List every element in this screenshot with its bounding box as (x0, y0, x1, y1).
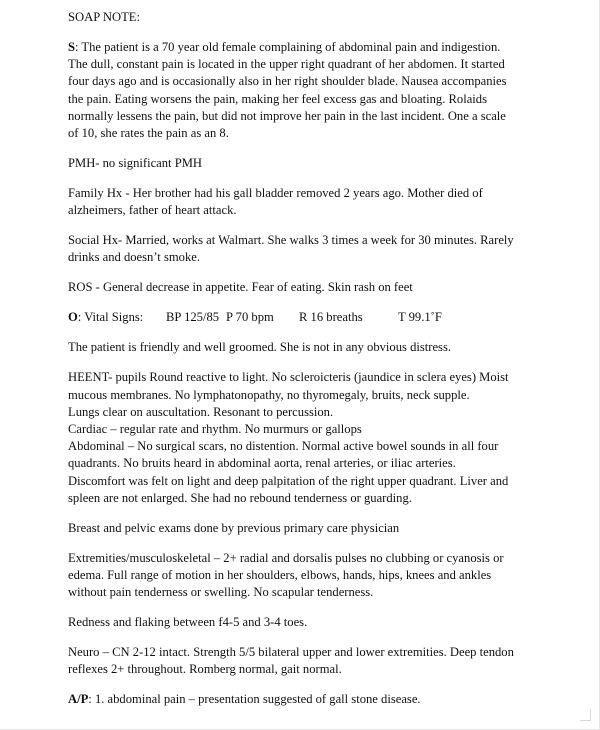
exam-line: quadrants. No bruits heard in abdominal aorta, renal arteries, or iliac arteries. (68, 456, 456, 471)
subjective-line: of 10, she rates the pain as an 8. (68, 126, 229, 141)
breast-pelvic-section: Breast and pelvic exams done by previous primary care physician (68, 520, 400, 535)
temperature-value: T 99.1˚F (398, 310, 442, 325)
subjective-line: normally lessens the pain, but did not improve her pain in the last incident. One a scale (68, 108, 506, 123)
objective-vitals (68, 309, 588, 326)
general-appearance: The patient is friendly and well groomed. She is not in any obvious distress. (68, 340, 452, 355)
subjective-section (68, 39, 588, 142)
subjective-line: The dull, constant pain is located in the upper right quadrant of her abdomen. It started (68, 57, 505, 72)
physical-exam-section (68, 369, 588, 507)
blood-pressure-value: BP 125/85 (166, 310, 220, 325)
family-history-line: alzheimers, father of heart attack. (68, 203, 237, 218)
neuro-line: Neuro – CN 2-12 intact. Strength 5/5 bilateral upper and lower extremities. Deep tendon (68, 645, 514, 660)
family-history-section (68, 185, 588, 219)
assessment-plan-label: A/P (68, 692, 89, 707)
social-history-section (68, 232, 588, 266)
social-history-line: drinks and doesn’t smoke. (68, 250, 200, 265)
assessment-plan-text: : 1. abdominal pain – presentation suggested of gall stone disease. (88, 692, 421, 707)
page-corner-mark (580, 710, 591, 721)
pmh-section: PMH- no significant PMH (68, 156, 202, 171)
subjective-label: S (68, 40, 76, 54)
respiration-value: R 16 breaths (299, 310, 363, 325)
exam-line: Abdominal – No surgical scars, no distention. Normal active bowel sounds in all four (68, 439, 499, 454)
family-history-line: Family Hx - Her brother had his gall bladder removed 2 years ago. Mother died of (68, 186, 483, 201)
social-history-line: Social Hx- Married, works at Walmart. She walks 3 times a week for 30 minutes. Rarely (68, 233, 514, 248)
document-title: SOAP NOTE: (68, 10, 140, 24)
neuro-line: reflexes 2+ throughout. Romberg normal, gait normal. (68, 662, 342, 677)
objective-label: O (68, 310, 78, 325)
pulse-value: P 70 bpm (226, 310, 274, 325)
neuro-section (68, 644, 588, 678)
exam-line: Lungs clear on auscultation. Resonant to percussion. (68, 404, 334, 419)
assessment-plan-section (68, 691, 588, 708)
extremities-line: edema. Full range of motion in her shoulders, elbows, hands, hips, knees and ankles (68, 568, 492, 583)
exam-line: mucous membranes. No lymphatonopathy, no thyromegaly, bruits, neck supple. (68, 387, 470, 402)
ros-section: ROS - General decrease in appetite. Fear of eating. Skin rash on feet (68, 280, 413, 295)
exam-line: spleen are not enlarged. She had no rebound tenderness or guarding. (68, 490, 412, 505)
extremities-line: without pain tenderness or swelling. No scapular tenderness. (68, 585, 374, 600)
subjective-line: S: The patient is a 70 year old female complaining of abdominal pain and indigestion. (68, 40, 501, 54)
extremities-section (68, 550, 588, 602)
exam-line: HEENT- pupils Round reactive to light. No scleroicteris (jaundice in sclera eyes) Moist (68, 370, 509, 385)
redness-section: Redness and flaking between f4-5 and 3-4 toes. (68, 615, 308, 630)
soap-note-body (68, 9, 588, 709)
exam-line: Cardiac – regular rate and rhythm. No murmurs or gallops (68, 422, 362, 437)
subjective-line: the pain. Eating worsens the pain, making her feel excess gas and bloating. Rolaids (68, 91, 487, 106)
exam-line: Discomfort was felt on light and deep palpitation of the right upper quadrant. Liver and (68, 473, 509, 488)
vitals-prefix: O: Vital Signs: (68, 309, 166, 326)
subjective-line: four days ago and is occasionally also in her right shoulder blade. Nausea accompanies (68, 74, 507, 89)
extremities-line: Extremities/musculoskeletal – 2+ radial and dorsalis pulses no clubbing or cyanosis or (68, 550, 504, 565)
